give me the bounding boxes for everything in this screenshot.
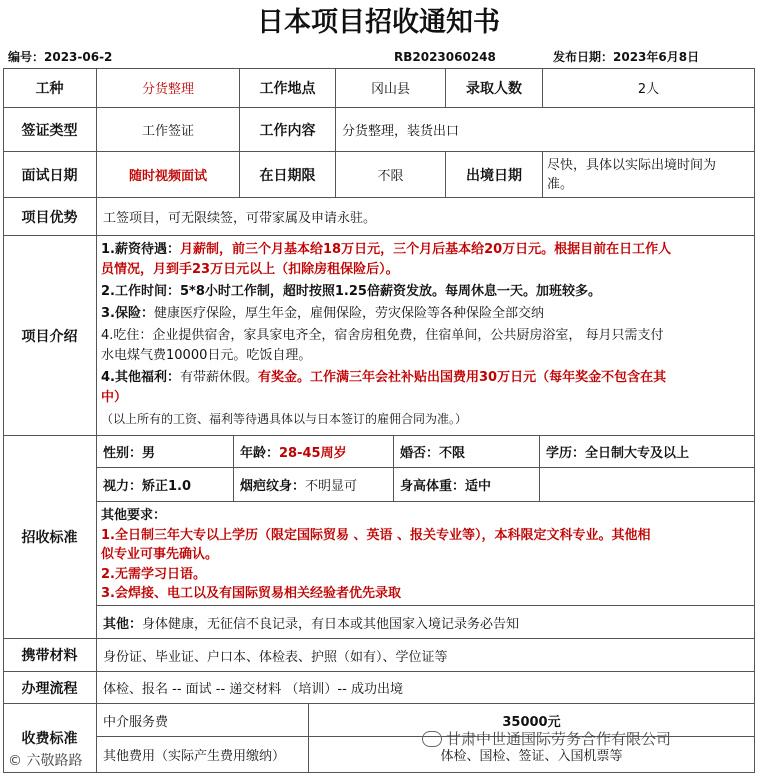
living-line-2: 水电煤气费10000日元。吃饭自理。 <box>101 348 312 363</box>
intro-label: 项目介绍 <box>3 236 97 436</box>
reference-code: RB2023060248 <box>394 50 496 64</box>
process-label: 办理流程 <box>3 672 97 704</box>
hire-count-value: 2人 <box>543 68 755 108</box>
other-requirements <box>97 502 755 606</box>
departure-date-label: 出境日期 <box>446 152 543 198</box>
interview-date-label: 面试日期 <box>3 152 97 198</box>
intro-content <box>97 236 755 436</box>
requirements-label: 招收标准 <box>3 436 97 639</box>
marriage-cell: 婚否：不限 <box>394 436 540 468</box>
interview-date-value: 随时视频面试 <box>97 152 240 198</box>
materials-label: 携带材料 <box>3 639 97 672</box>
living-line-1: 4.吃住：企业提供宿舍，家具家电齐全，宿舍房租免费，住宿单间，公共厨房浴室， 每月只需支付 <box>101 328 664 343</box>
wechat-icon <box>422 731 442 747</box>
benefit-note: （以上所有的工资、福利等待遇具体以与日本签订的雇佣合同为准。） <box>101 412 468 426</box>
process-value: 体检、报名 -- 面试 -- 递交材料 （培训）-- 成功出境 <box>97 672 755 704</box>
salary-line-2: 员情况，月到手23万日元以上（扣除房租保险后）。 <box>101 262 399 277</box>
publish-date: 发布日期：2023年6月8日 <box>553 50 700 64</box>
insurance-line: 3.保险：健康医疗保险，厚生年金，雇佣保险，劳灾保险等各种保险全部交纳 <box>101 306 544 321</box>
document-title: 日本项目招收通知书 <box>257 7 500 38</box>
education-cell: 学历：全日制大专及以上 <box>540 436 755 468</box>
requirement-2: 2.无需学习日语。 <box>101 567 206 582</box>
serial-number: 编号：2023-06-2 <box>8 50 113 64</box>
welfare-line-2: 中） <box>101 390 128 405</box>
fees-label: 收费标准 <box>3 704 97 773</box>
requirement-3: 3.会焊接、电工以及有国际贸易相关经验者优先录取 <box>101 586 401 601</box>
work-location-value: 冈山县 <box>336 68 446 108</box>
welfare-line-1: 4.其他福利：有带薪休假。有奖金。工作满三年会社补贴出国费用30万日元（每年奖金不包含在其 <box>101 370 667 385</box>
work-content-label: 工作内容 <box>240 108 336 152</box>
visa-type-label: 签证类型 <box>3 108 97 152</box>
stay-term-label: 在日期限 <box>240 152 336 198</box>
watermark-company: 甘肃中世通国际劳务合作有限公司 <box>446 730 672 748</box>
other-fees-label: 其他费用（实际产生费用缴纳） <box>97 737 309 773</box>
health-requirement: 其他： 身体健康，无征信不良记录，有日本或其他国家入境记录务必告知 <box>97 606 755 639</box>
job-type-value: 分货整理 <box>97 68 240 108</box>
requirement-1-line-2: 似专业可事先确认。 <box>101 547 219 562</box>
watermark-right <box>422 728 671 749</box>
vision-cell: 视力：矫正1.0 <box>97 468 234 502</box>
requirement-1-line-1: 1.全日制三年大专以上学历（限定国际贸易 、英语 、报关专业等），本科限定文科专业。其他相 <box>101 528 651 543</box>
departure-date-line-2: 准。 <box>547 177 574 192</box>
age-cell: 年龄： 28-45周岁 <box>234 436 394 468</box>
job-type-label: 工种 <box>3 68 97 108</box>
agency-fee-value: 35000元 <box>309 704 755 737</box>
hire-count-label: 录取人数 <box>446 68 543 108</box>
advantage-label: 项目优势 <box>3 198 97 236</box>
materials-value: 身份证、毕业证、户口本、体检表、护照（如有）、学位证等 <box>97 639 755 672</box>
notice-table <box>3 68 755 773</box>
height-weight-cell: 身高体重：适中 <box>394 468 540 502</box>
work-content-value: 分货整理，装货出口 <box>336 108 755 152</box>
work-location-label: 工作地点 <box>240 68 336 108</box>
agency-fee-label: 中介服务费 <box>97 704 309 737</box>
watermark-left: © 六敬路路 <box>8 753 83 769</box>
visa-type-value: 工作签证 <box>97 108 240 152</box>
departure-date-line-1: 尽快，具体以实际出境时间为 <box>547 158 717 173</box>
gender-cell: 性别：男 <box>97 436 234 468</box>
departure-date-value <box>543 152 755 198</box>
salary-line-1: 1.薪资待遇：月薪制，前三个月基本给18万日元，三个月后基本给20万日元。根据目前在日工作人 <box>101 242 672 257</box>
empty-cell <box>540 468 755 502</box>
advantage-value: 工签项目，可无限续签，可带家属及申请永驻。 <box>97 198 755 236</box>
other-fees-value: 体检、国检、签证、入国机票等 <box>309 737 755 773</box>
work-hours-line: 2.工作时间：5*8小时工作制，超时按照1.25倍薪资发放。每周休息一天。加班较多。 <box>101 284 601 299</box>
other-requirements-head: 其他要求： <box>101 508 167 523</box>
tattoo-cell: 烟疤纹身： 不明显可 <box>234 468 394 502</box>
stay-term-value: 不限 <box>336 152 446 198</box>
